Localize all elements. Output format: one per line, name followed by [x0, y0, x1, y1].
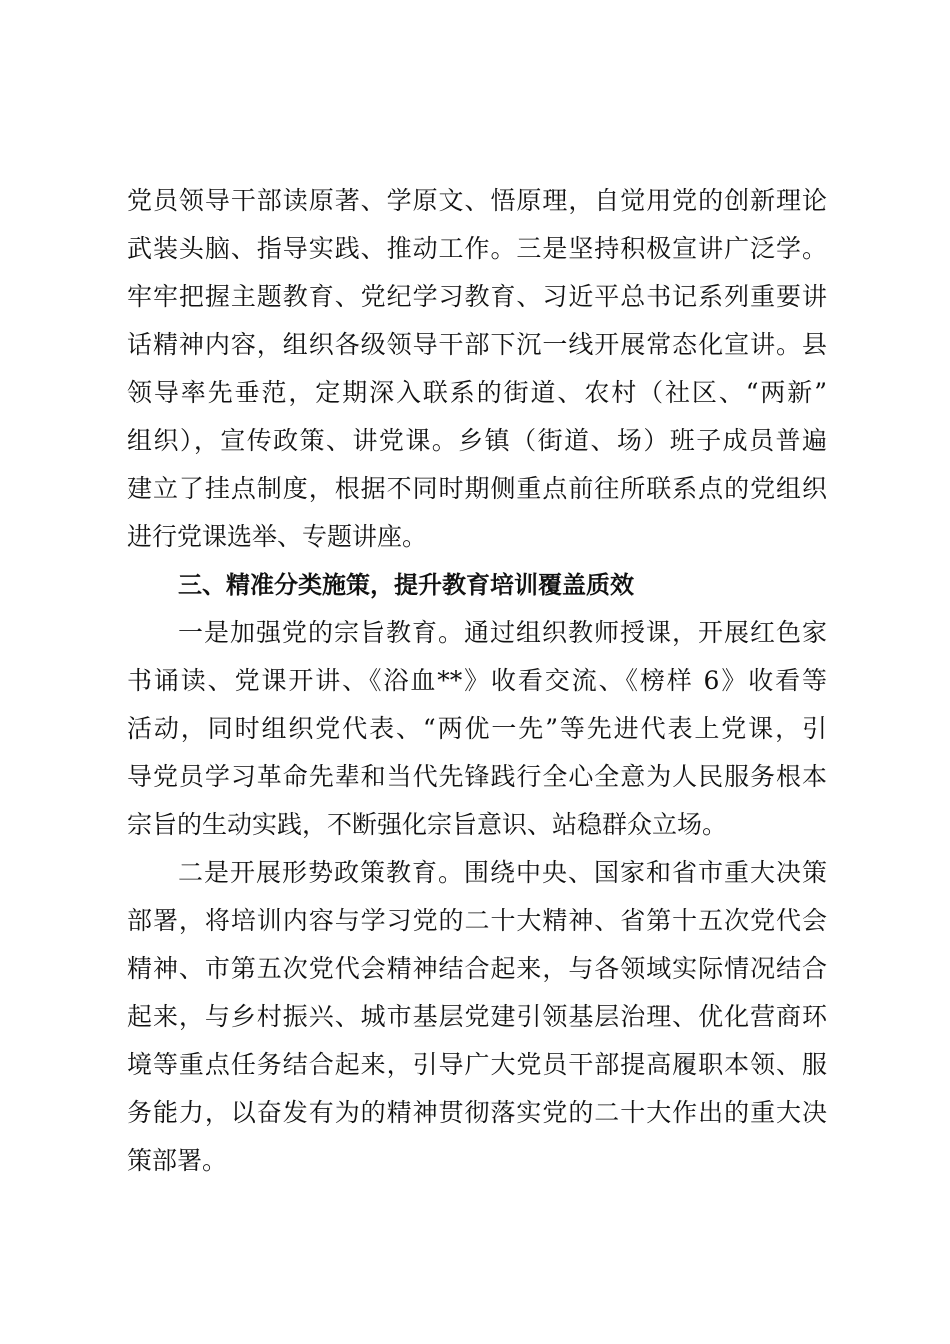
paragraph-last-line: 策部署。: [127, 1146, 228, 1175]
text-line: 部署，将培训内容与学习党的二十大精神、省第十五次党代会: [127, 906, 827, 935]
text-line: 活动，同时组织党代表、“两优一先”等先进代表上党课，引: [127, 714, 827, 743]
text-line: 话精神内容，组织各级领导干部下沉一线开展常态化宣讲。县: [127, 330, 827, 359]
text-line: 党员领导干部读原著、学原文、悟原理，自觉用党的创新理论: [127, 186, 827, 215]
paragraph-first-line: 二是开展形势政策教育。围绕中央、国家和省市重大决策: [178, 858, 827, 887]
section-heading: 三、精准分类施策，提升教育培训覆盖质效: [178, 571, 634, 599]
text-line: 境等重点任务结合起来，引导广大党员干部提高履职本领、服: [127, 1050, 827, 1079]
paragraph-first-line: 一是加强党的宗旨教育。通过组织教师授课，开展红色家: [178, 618, 827, 647]
paragraph-last-line: 进行党课选举、专题讲座。: [127, 522, 428, 551]
paragraph-last-line: 宗旨的生动实践，不断强化宗旨意识、站稳群众立场。: [127, 810, 728, 839]
text-line: 组织），宣传政策、讲党课。乡镇（街道、场）班子成员普遍: [127, 426, 827, 455]
text-line: 武装头脑、指导实践、推动工作。三是坚持积极宣讲广泛学。: [127, 234, 827, 263]
text-line: 牢牢把握主题教育、党纪学习教育、习近平总书记系列重要讲: [127, 282, 827, 311]
text-line: 领导率先垂范，定期深入联系的街道、农村（社区、“两新”: [127, 378, 827, 407]
text-line: 书诵读、党课开讲、《浴血**》收看交流、《榜样 6》收看等: [127, 666, 827, 695]
text-line: 起来，与乡村振兴、城市基层党建引领基层治理、优化营商环: [127, 1002, 827, 1031]
text-line: 建立了挂点制度，根据不同时期侧重点前往所联系点的党组织: [127, 474, 827, 503]
text-line: 导党员学习革命先辈和当代先锋践行全心全意为人民服务根本: [127, 762, 827, 791]
text-line: 务能力，以奋发有为的精神贯彻落实党的二十大作出的重大决: [127, 1098, 827, 1127]
text-line: 精神、市第五次党代会精神结合起来，与各领域实际情况结合: [127, 954, 827, 983]
